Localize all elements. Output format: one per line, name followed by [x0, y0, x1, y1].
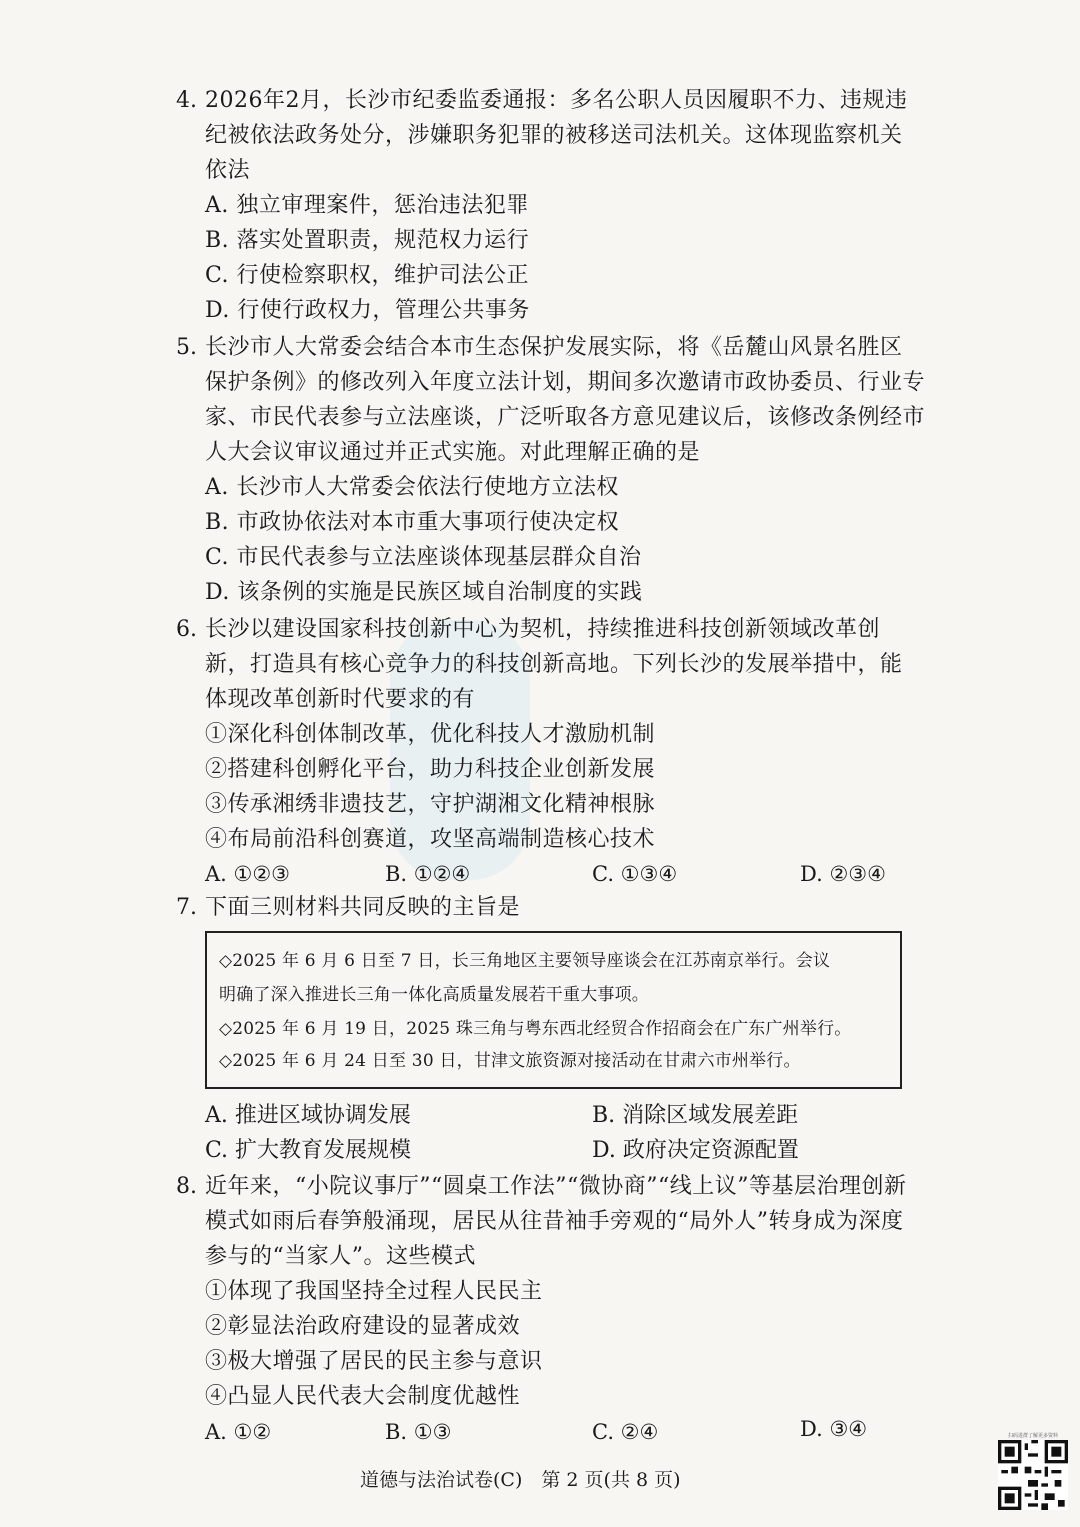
qr-code-icon[interactable]: [998, 1440, 1068, 1510]
q8-item-4: ④凸显人民代表大会制度优越性: [205, 1384, 521, 1409]
q6-option-a: A. ①②③: [205, 862, 290, 886]
q5-option-d: D. 该条例的实施是民族区域自治制度的实践: [205, 580, 643, 605]
q7-material-box: [205, 931, 902, 1089]
q6-stem-line: 体现改革创新时代要求的有: [205, 687, 476, 712]
q5-stem-line: 家、市民代表参与立法座谈，广泛听取各方意见建议后，该修改条例经市: [205, 405, 926, 430]
q5-stem-line: 长沙市人大常委会结合本市生态保护发展实际，将《岳麓山风景名胜区: [205, 335, 903, 360]
q7-material-line: ◇2025 年 6 月 24 日至 30 日，甘津文旅资源对接活动在甘肃六市州举行。: [219, 1051, 801, 1071]
q6-item-3: ③传承湘绣非遗技艺，守护湖湘文化精神根脉: [205, 792, 656, 817]
q8-option-d: D. ③④: [800, 1417, 868, 1441]
q7-material-line: 明确了深入推进长三角一体化高质量发展若干重大事项。: [219, 985, 649, 1005]
q7-option-c: C. 扩大教育发展规模: [205, 1138, 412, 1163]
q7-stem: 下面三则材料共同反映的主旨是: [205, 895, 521, 920]
q5-option-c: C. 市民代表参与立法座谈体现基层群众自治: [205, 545, 642, 570]
q8-stem-line: 模式如雨后春笋般涌现，居民从往昔袖手旁观的“局外人”转身成为深度: [205, 1209, 904, 1234]
q6-option-d: D. ②③④: [800, 862, 886, 886]
q8-item-3: ③极大增强了居民的民主参与意识: [205, 1349, 543, 1374]
q4-option-a: A. 独立审理案件，惩治违法犯罪: [205, 193, 529, 218]
q6-stem-line: 长沙以建设国家科技创新中心为契机，持续推进科技创新领域改革创: [205, 617, 881, 642]
q6-item-1: ①深化科创体制改革，优化科技人才激励机制: [205, 722, 656, 747]
q4-option-d: D. 行使行政权力，管理公共事务: [205, 298, 530, 323]
q4-stem-line: 纪被依法政务处分，涉嫌职务犯罪的被移送司法机关。这体现监察机关: [205, 123, 903, 148]
q7-option-a: A. 推进区域协调发展: [205, 1103, 411, 1128]
q8-number: 8.: [176, 1174, 197, 1199]
q8-option-b: B. ①③: [385, 1420, 452, 1444]
q8-item-2: ②彰显法治政府建设的显著成效: [205, 1314, 521, 1339]
q6-option-c: C. ①③④: [592, 862, 678, 886]
q4-stem-line: 2026年2月，长沙市纪委监委通报：多名公职人员因履职不力、违规违: [205, 88, 908, 113]
q8-option-c: C. ②④: [592, 1420, 659, 1444]
q6-option-b: B. ①②④: [385, 862, 471, 886]
q5-option-b: B. 市政协依法对本市重大事项行使决定权: [205, 510, 620, 535]
q6-item-2: ②搭建科创孵化平台，助力科技企业创新发展: [205, 757, 656, 782]
q4-stem-line: 依法: [205, 158, 251, 183]
q5-option-a: A. 长沙市人大常委会依法行使地方立法权: [205, 475, 619, 500]
q5-stem-line: 保护条例》的修改列入年度立法计划，期间多次邀请市政协委员、行业专: [205, 370, 926, 395]
q7-option-d: D. 政府决定资源配置: [592, 1138, 799, 1163]
q8-stem-line: 参与的“当家人”。这些模式: [205, 1244, 476, 1269]
q7-number: 7.: [176, 895, 197, 920]
q5-number: 5.: [176, 335, 197, 360]
q7-option-b: B. 消除区域发展差距: [592, 1103, 799, 1128]
qr-caption: 扫码进群了解更多资料: [1008, 1433, 1059, 1439]
q7-material-line: ◇2025 年 6 月 6 日至 7 日，长三角地区主要领导座谈会在江苏南京举行。会议: [219, 951, 831, 971]
q7-material-line: ◇2025 年 6 月 19 日，2025 珠三角与粤东西北经贸合作招商会在广东广州举行。: [219, 1019, 852, 1039]
q8-option-a: A. ①②: [205, 1420, 272, 1444]
q4-option-b: B. 落实处置职责，规范权力运行: [205, 228, 530, 253]
q8-stem-line: 近年来，“小院议事厅”“圆桌工作法”“微协商”“线上议”等基层治理创新: [205, 1174, 907, 1199]
q6-item-4: ④布局前沿科创赛道，攻坚高端制造核心技术: [205, 827, 656, 852]
q4-option-c: C. 行使检察职权，维护司法公正: [205, 263, 530, 288]
q6-stem-line: 新，打造具有核心竞争力的科技创新高地。下列长沙的发展举措中，能: [205, 652, 903, 677]
q5-stem-line: 人大会议审议通过并正式实施。对此理解正确的是: [205, 440, 701, 465]
q6-number: 6.: [176, 617, 197, 642]
q4-number: 4.: [176, 88, 197, 113]
q8-item-1: ①体现了我国坚持全过程人民民主: [205, 1279, 543, 1304]
page-footer: 道德与法治试卷(C) 第 2 页(共 8 页): [360, 1469, 681, 1491]
